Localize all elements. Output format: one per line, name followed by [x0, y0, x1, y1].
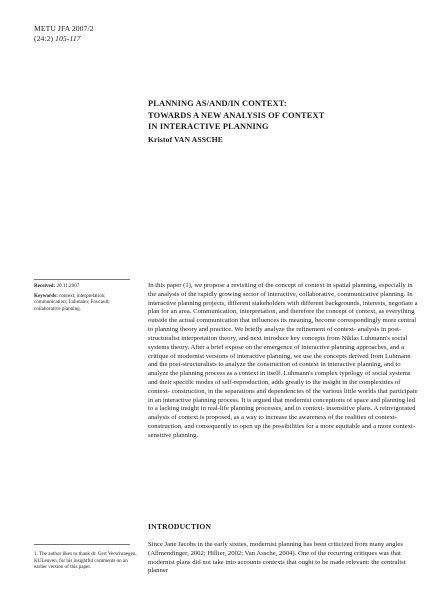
received-line	[34, 283, 134, 290]
keywords-list: context; interpretation; communication; Luhmann; Foucault; collaborative planning.	[34, 292, 110, 312]
received-date: 20.11.2007	[56, 283, 80, 289]
journal-volume: (24:2)	[34, 33, 54, 43]
journal-pages: 105-117	[55, 33, 81, 43]
keywords-line	[34, 293, 134, 313]
author-name: Kristof VAN ASSCHE	[148, 134, 223, 144]
introduction-heading: INTRODUCTION	[148, 522, 212, 531]
received-label: Received:	[34, 283, 56, 289]
paper-title-line-1: PLANNING AS/AND/IN CONTEXT:	[148, 99, 287, 108]
journal-citation	[34, 24, 94, 43]
introduction-text: Since Jane Jacobs in the early sixties, modernist planning has been criticized from many angles (Allmendinger, 2002; Hillier, 2002; Van Assche, 2004). One of the recurring critiques was that modernist plans did not take into accounts contexts that ought to be made relevant: the centralist planner	[148, 541, 406, 575]
journal-name: METU JFA 2007/2	[34, 24, 94, 33]
journal-volume-pages	[34, 34, 94, 44]
paper-title-line-3: IN INTERACTIVE PLANNING	[148, 122, 269, 132]
abstract	[148, 282, 420, 441]
sidebar-divider	[34, 279, 130, 280]
keywords-label: Keywords:	[34, 292, 58, 299]
abstract-text: In this paper (1), we propose a revisiting of the concept of context in spatial planning, especially in the analysis of the rapidly growing sector of interactive, collaborative, communicative planning. In interactive planning projects, different stakeholders with different backgrounds, interests, negotiate a plan for an area. Communication, interpretation, and therefore the concept of context, as everything outside the actual communication that influences its meaning, become correspondingly more central to planning theory and practice. We briefly analyze the refinement of context- analysis in post- structuralist interpretation theory, and next introduce key concepts from Niklas Luhmann's social systems theory. After a brief expose on the emergence of interactive planning approaches, and a critique of modernist versions of interactive planning, we use the concepts derived from Luhmann and the post-structuralists to analyze the construction of context in interactive planning, and to analyze the planning process as a context in itself. Luhmann's complex typology of social systems and their specific modes of self-reproduction, adds greatly to the insight in the complexities of context- construction, in the separations and dependencies of the various little worlds that participate in an interactive planning process. It is argued that modernist conceptions of space and planning led to a lacking insight in real-life planning processes, and to context- insensitive plans. A reinvigorated analysis of context is proposed, as a way to increase the awareness of the realities of context-construction, and consequently to open up the possibilities for a more equitable and a more context- sensitive planning.	[148, 282, 418, 439]
introduction-body	[148, 541, 420, 576]
article-metadata	[34, 283, 134, 315]
footnote: 1. The author likes to thank dr. Gert Verschraegen, KULeuven, for his insightful comments on an earlier version of this paper.	[34, 551, 137, 571]
footnote-divider	[34, 544, 130, 545]
title-block	[148, 98, 428, 145]
paper-title-line-2: TOWARDS A NEW ANALYSIS OF CONTEXT	[148, 110, 325, 120]
